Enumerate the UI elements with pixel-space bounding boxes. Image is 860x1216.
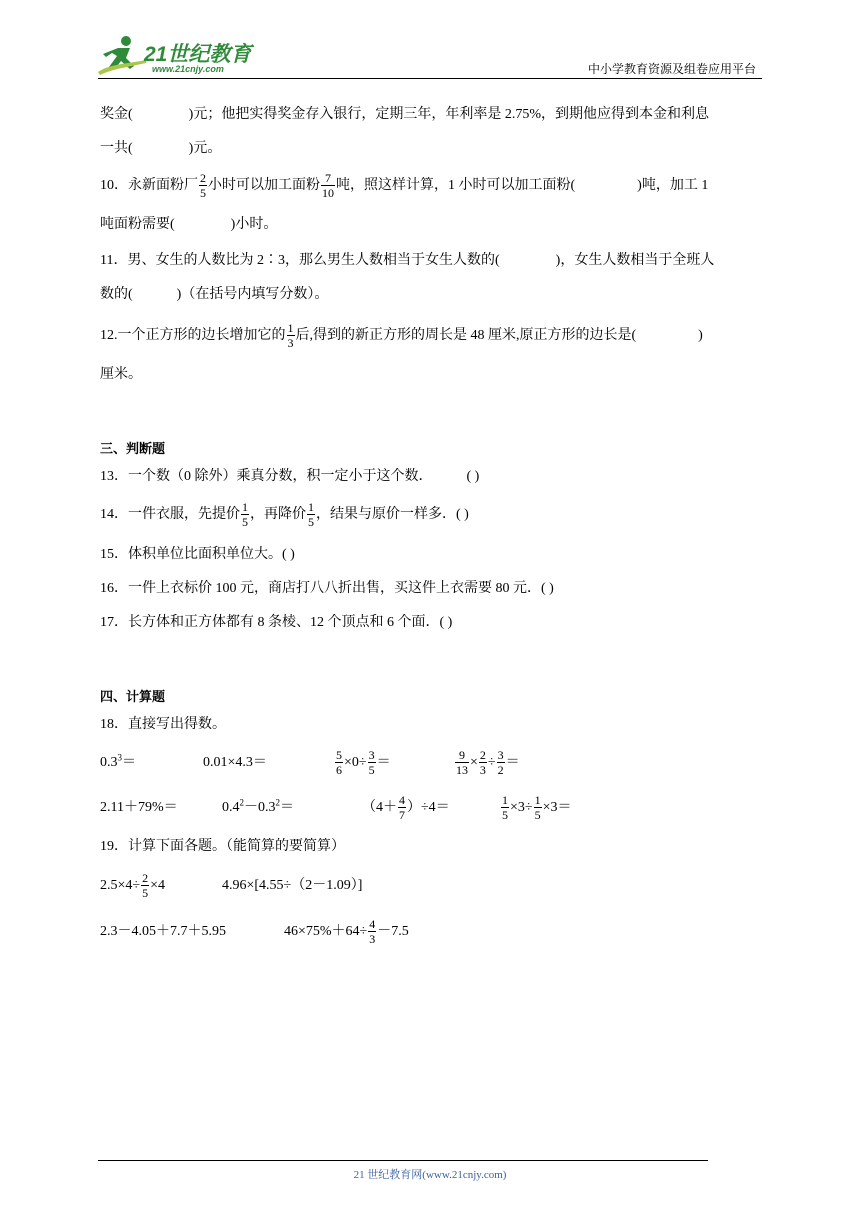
section-judgement-title: 三、判断题 [100, 441, 166, 456]
q17: 17．长方体和正方体都有 8 条棱、12 个顶点和 6 个面．( ) [100, 615, 453, 630]
q18-r1c2: 0.01×4.3＝ [203, 755, 267, 770]
footer-link[interactable]: 21 世纪教育网(www.21cnjy.com) [353, 1169, 507, 1181]
q18-r1c3: $\frac{5}{6}$ ×0÷ $\frac{3}{5}$ ＝ [336, 748, 391, 778]
header-platform-text: 中小学教育资源及组卷应用平台 [587, 62, 756, 76]
fraction: $\frac{4}{7}$ [399, 793, 405, 823]
header-divider [98, 78, 762, 79]
q18-r2c3: （4＋ $\frac{4}{7}$ ）÷4＝ [362, 793, 450, 823]
fraction: $\frac{2}{5}$ [200, 171, 206, 201]
q10-line2: 吨面粉需要( )小时。 [100, 217, 278, 232]
fraction: $\frac{2}{3}$ [479, 748, 486, 778]
fraction: $\frac{3}{5}$ [368, 748, 375, 778]
logo-url: www.21cnjy.com [152, 64, 224, 74]
fraction: $\frac{9}{13}$ [456, 748, 468, 778]
q9-line1: 奖金( )元；他把实得奖金存入银行，定期三年，年利率是 2.75%，到期他应得到本金和利息 [100, 107, 709, 122]
section-calculation-title: 四、计算题 [100, 689, 166, 704]
runner-logo-icon [96, 34, 148, 76]
logo-wordmark: 21世纪教育 [144, 43, 252, 66]
q14: 14．一件衣服，先提价 $\frac{1}{5}$ ，再降价 $\frac{1}{5}$ ，结果与原价一样多．( ) [100, 500, 469, 530]
footer-divider [98, 1160, 708, 1161]
q16: 16．一件上衣标价 100 元，商店打八八折出售，买这件上衣需要 80 元．( ) [100, 581, 554, 596]
q18-r2c1: 2.11＋79%＝ [100, 800, 178, 815]
fraction: $\frac{1}{5}$ [308, 500, 314, 530]
q19-title: 19．计算下面各题。（能简算的要简算） [100, 839, 345, 854]
q12-line2: 厘米。 [100, 367, 142, 382]
fraction: $\frac{5}{6}$ [336, 748, 342, 778]
q11-line2: 数的( )（在括号内填写分数）。 [100, 287, 329, 302]
q19-expr2: 4.96×[4.55÷（2－1.09）] [222, 878, 363, 893]
q10-line1: 10．永新面粉厂 $\frac{2}{5}$ 小时可以加工面粉 $\frac{7}{10}$ 吨，照这样计算，1 小时可以加工面粉( )吨，加工 1 [100, 171, 709, 201]
q11-line1: 11．男、女生的人数比为 2∶3，那么男生人数相当于女生人数的( )，女生人数相当于全班人 [100, 253, 715, 268]
q18-r2c4: $\frac{1}{5}$ ×3÷ $\frac{1}{5}$ ×3＝ [502, 793, 572, 823]
q18-r1c4: $\frac{9}{13}$ × $\frac{2}{3}$ ÷ $\frac{3}{2}$ ＝ [456, 748, 520, 778]
header-logo[interactable] [96, 34, 266, 78]
fraction: $\frac{1}{5}$ [242, 500, 248, 530]
q18-title: 18．直接写出得数。 [100, 717, 226, 732]
fraction: $\frac{1}{3}$ [287, 321, 294, 351]
fraction: $\frac{1}{5}$ [502, 793, 508, 823]
q12-line1: 12.一个正方形的边长增加它的 $\frac{1}{3}$ 后,得到的新正方形的周长是 48 厘米,原正方形的边长是( ) [100, 321, 703, 351]
q18-r1c1: $0.3^3=$ [100, 752, 136, 770]
fraction: $\frac{1}{5}$ [534, 793, 541, 823]
fraction: $\frac{4}{3}$ [369, 917, 376, 947]
q13: 13．一个数（0 除外）乘真分数，积一定小于这个数． ( ) [100, 469, 480, 484]
q18-r2c2: $0.4^2-0.3^2=$ [222, 797, 294, 815]
q19-expr4: 46×75%＋64÷ $\frac{4}{3}$ －7.5 [284, 917, 409, 947]
q15: 15．体积单位比面积单位大。( ) [100, 547, 295, 562]
q9-line2: 一共( )元。 [100, 141, 222, 156]
q19-expr1: 2.5×4÷ $\frac{2}{5}$ ×4 [100, 871, 165, 901]
fraction: $\frac{3}{2}$ [497, 748, 504, 778]
q19-expr3: 2.3－4.05＋7.7＋5.95 [100, 924, 226, 939]
fraction: $\frac{2}{5}$ [142, 871, 149, 901]
fraction: $\frac{7}{10}$ [322, 171, 334, 201]
